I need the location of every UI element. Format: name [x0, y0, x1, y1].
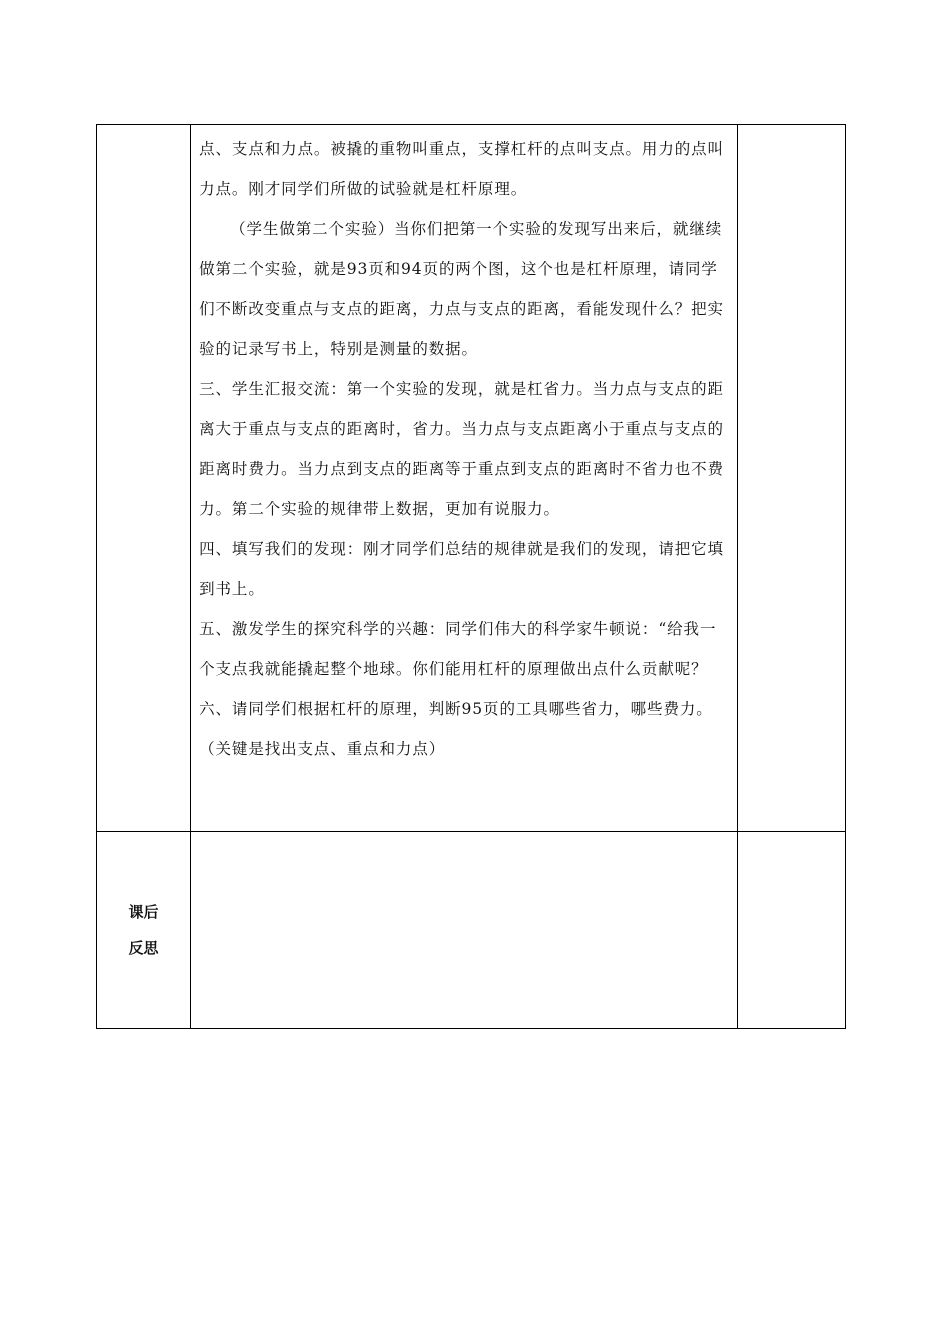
paragraph-fill-findings: 四、填写我们的发现：刚才同学们总结的规律就是我们的发现，请把它填到书上。 [199, 540, 724, 598]
reflection-notes-cell [737, 832, 845, 1029]
reflection-label-line2: 反思 [128, 939, 159, 957]
process-content-cell [191, 125, 738, 832]
paragraph-student-report: 三、学生汇报交流：第一个实验的发现，就是杠省力。当力点与支点的距离大于重点与支点的距离时，省力。当力点与支点距离小于重点与支点的距离时费力。当力点到支点的距离等于重点到支点的距离时不省力也不费力。第二个实验的规律带上数据，更加有说服力。 [199, 380, 724, 518]
process-content [191, 125, 737, 769]
teaching-process-row [97, 125, 846, 832]
process-label-cell [97, 125, 191, 832]
paragraph-judge-tools: 六、请同学们根据杠杆的原理，判断95页的工具哪些省力，哪些费力。（关键是找出支点、重点和力点） [199, 700, 713, 758]
process-notes-cell [737, 125, 845, 832]
reflection-content-cell [191, 832, 738, 1029]
lesson-plan-table [96, 124, 846, 1029]
reflection-label-cell [97, 832, 191, 1029]
paragraph-inspire-interest: 五、激发学生的探究科学的兴趣：同学们伟大的科学家牛顿说：“给我一个支点我就能撬起整个地球。你们能用杠杆的原理做出点什么贡献呢？ [199, 620, 717, 678]
reflection-row [97, 832, 846, 1029]
reflection-label-line1: 课后 [128, 903, 159, 921]
paragraph-lever-terms: 点、支点和力点。被撬的重物叫重点，支撑杠杆的点叫支点。用力的点叫力点。刚才同学们所做的试验就是杠杆原理。 [199, 140, 724, 198]
paragraph-second-experiment: （学生做第二个实验）当你们把第一个实验的发现写出来后，就继续做第二个实验，就是93页和94页的两个图，这个也是杠杆原理，请同学们不断改变重点与支点的距离，力点与支点的距离，看能发现什么？把实验的记录写书上，特别是测量的数据。 [199, 220, 724, 358]
